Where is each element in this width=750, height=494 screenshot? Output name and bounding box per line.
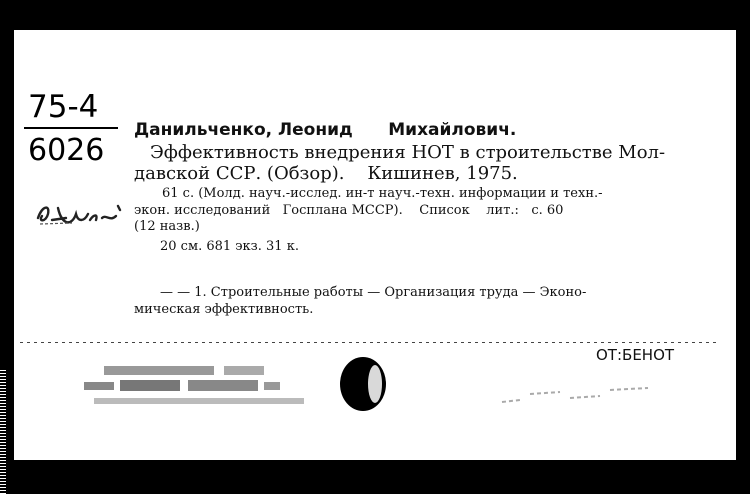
title-line-1: Эффективность внедрения НОТ в строительстве Мол- (150, 142, 666, 163)
shelf-mark-divider (24, 127, 118, 129)
subject-line-2: мическая эффективность. (134, 302, 314, 317)
imprint-line-1: 61 с. (Молд. науч.-исслед. ин-т науч.-техн. информации и техн.- (162, 186, 603, 201)
punch-hole-highlight (368, 365, 382, 403)
collation-line: 20 см. 681 экз. 31 к. (160, 239, 299, 254)
handwritten-annotation (32, 196, 124, 228)
subject-line-1: — — 1. Строительные работы — Организация труда — Эконо- (160, 285, 587, 300)
shelf-mark-bottom: 6026 (28, 133, 105, 168)
illegible-library-stamp (84, 362, 314, 412)
stamp-text: ОТ:БЕНОТ (596, 346, 675, 364)
title-line-2: давской ССР. (Обзор). Кишинев, 1975. (134, 163, 518, 184)
imprint-line-3: (12 назв.) (134, 219, 200, 234)
shelf-mark-top: 75-4 (28, 89, 99, 125)
imprint-line-2: экон. исследований Госплана МССР). Список лит.: с. 60 (134, 203, 564, 218)
author-heading: Данильченко, Леонид Михайлович. (134, 120, 517, 140)
perforation-line (20, 342, 720, 343)
faint-marks (500, 376, 650, 410)
scan-edge-strip (0, 370, 6, 494)
